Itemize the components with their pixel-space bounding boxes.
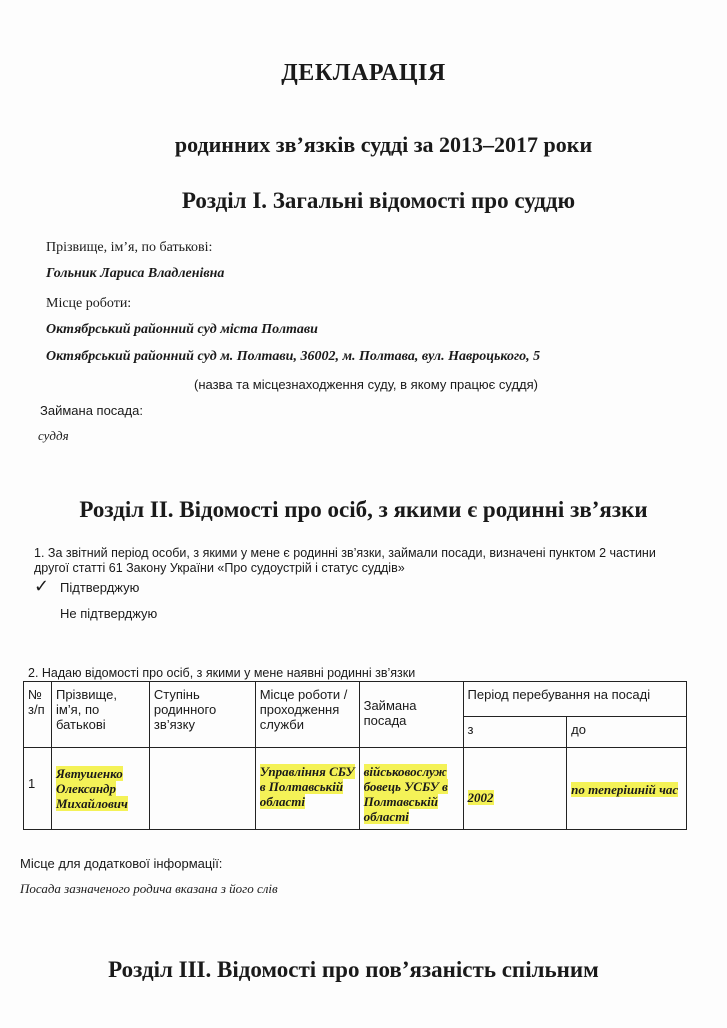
row-from-text: 2002 xyxy=(467,790,494,805)
header-num: № з/п xyxy=(24,682,52,748)
option-deny[interactable]: Не підтверджую xyxy=(60,606,158,621)
row-from xyxy=(463,748,567,830)
judge-name: Гольник Лариса Владленівна xyxy=(46,266,225,281)
name-label: Прізвище, ім’я, по батькові: xyxy=(46,240,213,255)
row-position xyxy=(359,748,463,830)
work-value-1: Октябрський районний суд міста Полтави xyxy=(46,322,318,337)
q1-line-2: другої статті 61 Закону України «Про судоустрій і статус суддів» xyxy=(34,561,405,575)
work-label: Місце роботи: xyxy=(46,296,132,311)
document-title: ДЕКЛАРАЦІЯ xyxy=(281,60,446,86)
row-to xyxy=(567,748,687,830)
option-confirm[interactable]: Підтверджую xyxy=(60,580,140,595)
row-num: 1 xyxy=(24,748,52,830)
position-label: Займана посада: xyxy=(40,403,143,418)
extra-info-label: Місце для додаткової інформації: xyxy=(20,856,223,871)
extra-info-value: Посада зазначеного родича вказана з його слів xyxy=(20,881,278,896)
header-position: Займана посада xyxy=(359,682,463,748)
row-position-text: військовослуж бовець УСБУ в Полтавській області xyxy=(363,764,448,824)
row-name-text: Явтушенко Олександр Михайлович xyxy=(55,766,128,811)
table-header-row xyxy=(24,682,687,717)
q2-text: 2. Надаю відомості про осіб, з якими у мене наявні родинні зв’язки xyxy=(28,666,416,680)
work-value-2: Октябрський районний суд м. Полтави, 36002, м. Полтава, вул. Навроцького, 5 xyxy=(46,349,541,364)
row-name xyxy=(51,748,149,830)
header-period: Період перебування на посаді xyxy=(463,682,686,717)
checkmark-icon: ✓ xyxy=(34,576,50,597)
position-value: суддя xyxy=(38,428,69,443)
row-degree xyxy=(149,748,255,830)
document-subtitle: родинних зв’язків судді за 2013–2017 роки xyxy=(174,132,593,157)
section-1-title: Розділ І. Загальні відомості про суддю xyxy=(181,188,576,213)
q1-line-1: 1. За звітний період особи, з якими у мене є родинні зв’язки, займали посади, визначені пунктом 2 частини xyxy=(34,546,656,560)
section-3-title: Розділ ІІІ. Відомості про пов’язаність спільним xyxy=(108,957,599,982)
header-degree: Ступінь родинного зв’язку xyxy=(149,682,255,748)
header-name: Прізвище, ім’я, по батькові xyxy=(51,682,149,748)
row-work-text: Управління СБУ в Полтавській області xyxy=(259,764,355,809)
work-note: (назва та місцезнаходження суду, в якому працює суддя) xyxy=(194,377,539,392)
relatives-table xyxy=(23,681,687,830)
section-2-title: Розділ ІІ. Відомості про осіб, з якими є родинні зв’язки xyxy=(79,497,648,522)
row-work xyxy=(255,748,359,830)
row-to-text: по теперішній час xyxy=(571,782,679,797)
table-row xyxy=(24,748,687,830)
header-from: з xyxy=(463,717,567,748)
header-work: Місце роботи /проходження служби xyxy=(255,682,359,748)
header-to: до xyxy=(567,717,687,748)
